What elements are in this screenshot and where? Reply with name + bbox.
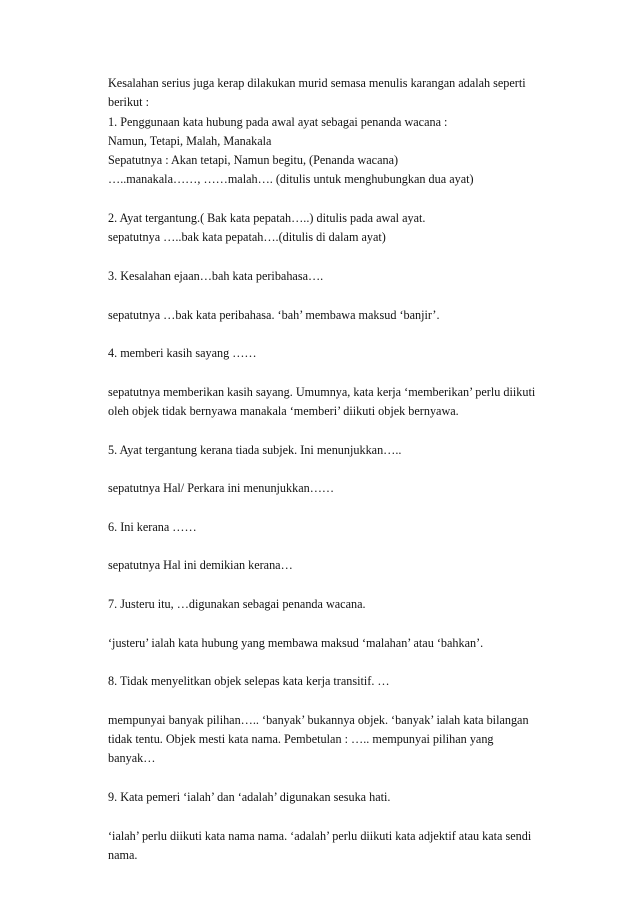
item-1-note: …..manakala……, ……malah…. (ditulis untuk menghubungkan dua ayat)	[108, 172, 474, 187]
paragraph-gap	[108, 421, 578, 440]
paragraph-gap	[108, 190, 578, 209]
item-8-correction-line-2: tidak tentu. Objek mesti kata nama. Pembetulan : ….. mempunyai pilihan yang	[108, 732, 494, 747]
item-9-correction-line-2: nama.	[108, 847, 138, 862]
item-8-heading: 8. Tidak menyelitkan objek selepas kata kerja transitif. …	[108, 674, 390, 689]
paragraph-gap	[108, 460, 578, 479]
paragraph-gap	[108, 537, 578, 556]
item-7-correction: ‘justeru’ ialah kata hubung yang membawa maksud ‘malahan’ atau ‘bahkan’.	[108, 635, 484, 650]
paragraph-gap	[108, 499, 578, 518]
item-9-heading: 9. Kata pemeri ‘ialah’ dan ‘adalah’ digunakan sesuka hati.	[108, 789, 391, 804]
paragraph-gap	[108, 653, 578, 672]
item-2-heading: 2. Ayat tergantung.( Bak kata pepatah…..) ditulis pada awal ayat.	[108, 211, 426, 226]
paragraph-gap	[108, 769, 578, 788]
item-4-heading: 4. memberi kasih sayang ……	[108, 346, 257, 361]
paragraph-gap	[108, 286, 578, 305]
item-1-correction: Sepatutnya : Akan tetapi, Namun begitu, (Penanda wacana)	[108, 153, 399, 168]
item-3-heading: 3. Kesalahan ejaan…bah kata peribahasa….	[108, 268, 324, 283]
item-8-correction-line-3: banyak…	[108, 751, 156, 766]
paragraph-gap	[108, 325, 578, 344]
item-8-correction-line-1: mempunyai banyak pilihan….. ‘banyak’ bukannya objek. ‘banyak’ ialah kata bilangan	[108, 712, 529, 727]
paragraph-gap	[108, 576, 578, 595]
item-4-correction-line-1: sepatutnya memberikan kasih sayang. Umumnya, kata kerja ‘memberikan’ perlu diikuti	[108, 384, 536, 399]
item-9-correction-line-1: ‘ialah’ perlu diikuti kata nama nama. ‘adalah’ perlu diikuti kata adjektif atau kata sendi	[108, 828, 532, 843]
paragraph-gap	[108, 248, 578, 267]
item-6-heading: 6. Ini kerana ……	[108, 519, 197, 534]
item-5-correction: sepatutnya Hal/ Perkara ini menunjukkan……	[108, 481, 335, 496]
item-5-heading: 5. Ayat tergantung kerana tiada subjek. Ini menunjukkan…..	[108, 442, 402, 457]
intro-line-1: Kesalahan serius juga kerap dilakukan murid semasa menulis karangan adalah seperti	[108, 76, 526, 90]
item-6-correction: sepatutnya Hal ini demikian kerana…	[108, 558, 293, 573]
paragraph-gap	[108, 807, 578, 826]
item-2-correction: sepatutnya …..bak kata pepatah….(ditulis di dalam ayat)	[108, 230, 386, 245]
paragraph-gap	[108, 363, 578, 382]
item-3-correction: sepatutnya …bak kata peribahasa. ‘bah’ membawa maksud ‘banjir’.	[108, 307, 440, 322]
paragraph-gap	[108, 692, 578, 711]
paragraph-gap	[108, 614, 578, 633]
intro-line-2: berikut :	[108, 95, 149, 110]
item-4-correction-line-2: oleh objek tidak bernyawa manakala ‘memberi’ diikuti objek bernyawa.	[108, 404, 459, 419]
item-1-heading: 1. Penggunaan kata hubung pada awal ayat sebagai penanda wacana :	[108, 114, 448, 129]
item-7-heading: 7. Justeru itu, …digunakan sebagai penanda wacana.	[108, 597, 366, 612]
item-1-examples: Namun, Tetapi, Malah, Manakala	[108, 133, 272, 148]
document-page	[108, 74, 578, 865]
